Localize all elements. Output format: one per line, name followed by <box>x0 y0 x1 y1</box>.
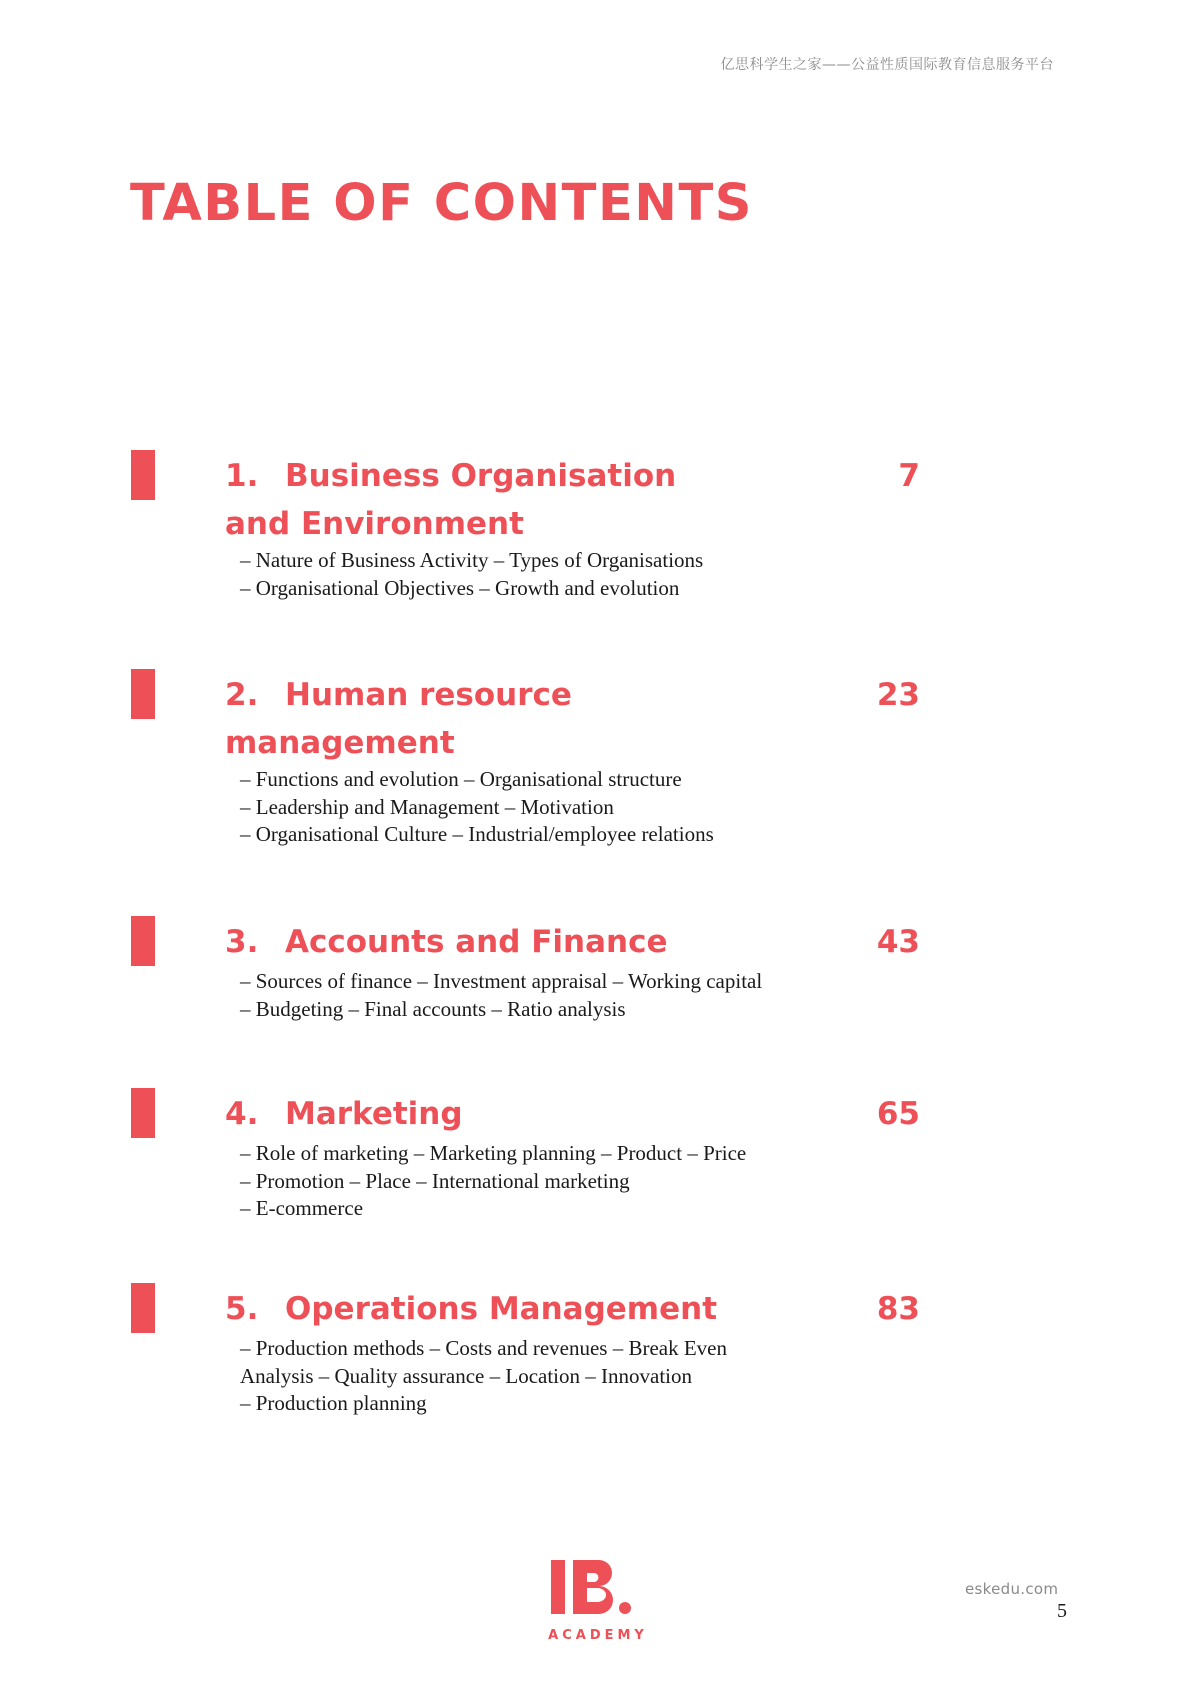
toc-section-heading[interactable] <box>225 671 645 767</box>
section-title: Operations Management <box>285 1291 718 1327</box>
ib-logo-mark <box>543 1556 653 1626</box>
topic-line: – Budgeting – Final accounts – Ratio analysis <box>240 996 626 1021</box>
toc-section-heading[interactable] <box>225 452 745 548</box>
topic-line: – Production methods – Costs and revenues – Break Even <box>240 1336 727 1360</box>
toc-section <box>0 450 1191 610</box>
header-text: 亿思科学生之家——公益性质国际教育信息服务平台 <box>720 57 1054 73</box>
topic-line: – Organisational Culture – Industrial/employee relations <box>240 822 714 846</box>
section-topics <box>240 766 820 849</box>
section-topics <box>240 1335 820 1418</box>
section-marker <box>131 450 155 500</box>
section-title: Accounts and Finance <box>285 924 668 960</box>
topic-line: – Promotion – Place – International marketing <box>240 1168 630 1193</box>
section-number: 1. <box>225 458 259 494</box>
toc-section-heading[interactable] <box>225 1285 745 1333</box>
toc-section-heading[interactable] <box>225 1090 745 1138</box>
page-title: TABLE OF CONTENTS <box>130 174 754 233</box>
section-title: Marketing <box>285 1096 463 1132</box>
topic-line: – E-commerce <box>240 1196 364 1220</box>
topic-line: – Organisational Objectives – Growth and evolution <box>240 575 680 600</box>
section-number: 2. <box>225 677 259 713</box>
site-url[interactable]: eskedu.com <box>965 1580 1059 1598</box>
toc-section <box>0 1088 1191 1238</box>
toc-section-heading[interactable] <box>225 918 745 966</box>
section-marker <box>131 1088 155 1138</box>
section-page-number[interactable]: 43 <box>876 924 920 960</box>
section-page-number[interactable]: 65 <box>876 1096 920 1132</box>
section-number: 4. <box>225 1096 259 1132</box>
section-number: 3. <box>225 924 259 960</box>
topic-line: Analysis – Quality assurance – Location – Innovation <box>240 1363 692 1388</box>
section-marker <box>131 669 155 719</box>
section-topics <box>240 547 820 602</box>
toc-section <box>0 916 1191 1036</box>
topic-line: – Sources of finance – Investment appraisal – Working capital <box>240 969 763 993</box>
page-number: 5 <box>1057 1600 1067 1622</box>
section-title: Business Organisation and Environment <box>225 458 677 542</box>
section-page-number[interactable]: 83 <box>876 1291 920 1327</box>
topic-line: – Nature of Business Activity – Types of Organisations <box>240 548 704 572</box>
section-marker <box>131 1283 155 1333</box>
topic-line: – Role of marketing – Marketing planning – Product – Price <box>240 1141 747 1165</box>
topic-line: – Leadership and Management – Motivation <box>240 794 614 819</box>
topic-line: – Production planning <box>240 1391 427 1415</box>
section-topics <box>240 1140 820 1223</box>
section-title: Human resource management <box>225 677 572 761</box>
section-topics <box>240 968 820 1023</box>
topic-line: – Functions and evolution – Organisational structure <box>240 767 682 791</box>
toc-section <box>0 1283 1191 1433</box>
ib-academy-logo <box>543 1556 653 1646</box>
logo-wordmark: ACADEMY <box>548 1628 648 1643</box>
section-page-number[interactable]: 23 <box>876 677 920 713</box>
section-marker <box>131 916 155 966</box>
section-page-number[interactable]: 7 <box>898 458 920 494</box>
toc-section <box>0 669 1191 859</box>
section-number: 5. <box>225 1291 259 1327</box>
